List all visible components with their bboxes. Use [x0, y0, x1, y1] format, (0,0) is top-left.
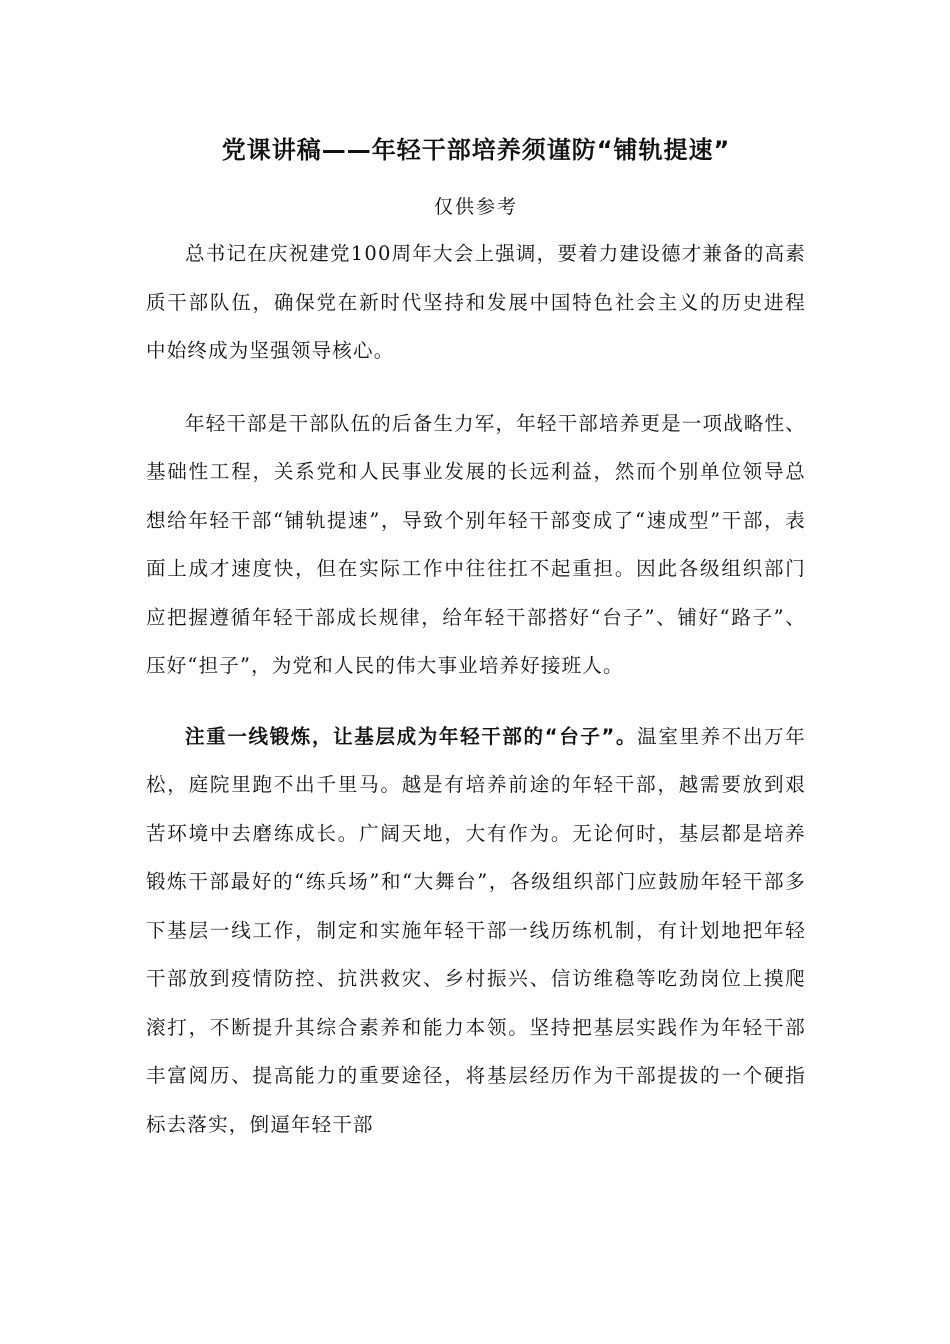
- paragraph-text: 总书记在庆祝建党100周年大会上强调，要着力建设德才兼备的高素质干部队伍，确保党在新时代坚持和发展中国特色社会主义的历史进程中始终成为坚强领导核心。: [146, 242, 806, 362]
- paragraph-text: 温室里养不出万年松，庭院里跑不出千里马。越是有培养前途的年轻干部，越需要放到艰苦环境中去磨练成长。广阔天地，大有作为。无论何时，基层都是培养锻炼干部最好的“练兵场”和“大舞台”，各级组织部门应鼓励年轻干部多下基层一线工作，制定和实施年轻干部一线历练机制，有计划地把年轻干部放到疫情防控、抗洪救灾、乡村振兴、信访维稳等吃劲岗位上摸爬滚打，不断提升其综合素养和能力本领。坚持把基层实践作为年轻干部丰富阅历、提高能力的重要途径，将基层经历作为干部提拔的一个硬指标去落实，倒逼年轻干部: [146, 724, 806, 1136]
- document-title: 党课讲稿——年轻干部培养须谨防“铺轨提速”: [221, 136, 731, 164]
- section-heading: 注重一线锻炼，让基层成为年轻干部的“台子”。: [185, 724, 638, 748]
- paragraph-background: [146, 400, 806, 691]
- document-page: [146, 130, 806, 1169]
- paragraph-text: 年轻干部是干部队伍的后备生力军，年轻干部培养更是一项战略性、基础性工程，关系党和人民事业发展的长远利益，然而个别单位领导总想给年轻干部“铺轨提速”，导致个别年轻干部变成了“速成型”干部，表面上成才速度快，但在实际工作中往往扛不起重担。因此各级组织部门应把握遵循年轻干部成长规律，给年轻干部搭好“台子”、铺好“路子”、压好“担子”，为党和人民的伟大事业培养好接班人。: [146, 411, 807, 677]
- paragraph-section-grassroots: [146, 713, 806, 1150]
- document-subtitle: 仅供参考: [433, 196, 518, 218]
- paragraph-intro: [146, 230, 806, 376]
